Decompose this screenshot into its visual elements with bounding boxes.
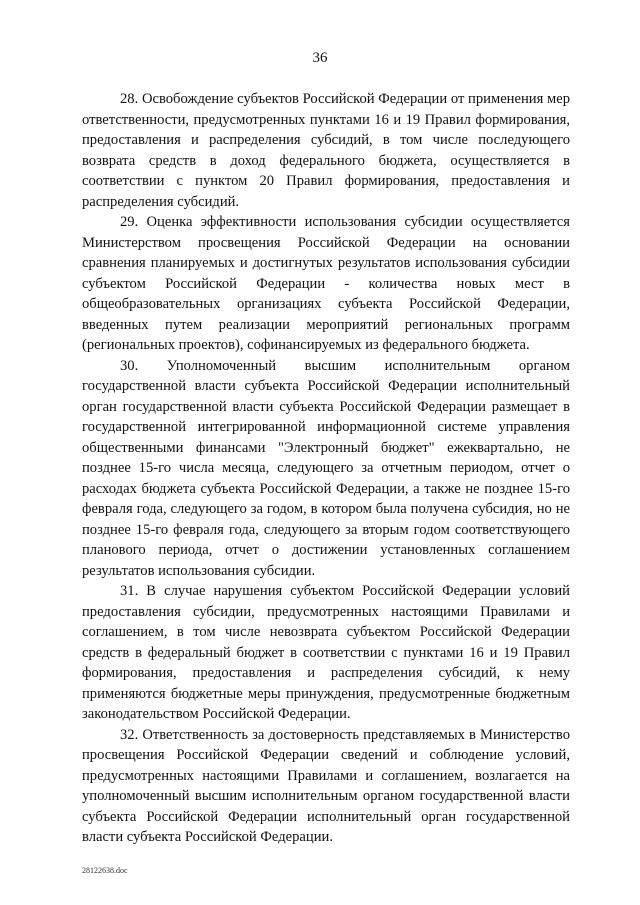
paragraph-30: 30. Уполномоченный высшим исполнительным органом государственной власти субъекта Российской Федерации исполнительный орган государственной власти субъекта Российской Федерации размещает в государственной интегрированной информационной системе управления общественными финансами "Электронный бюджет" ежеквартально, не позднее 15-го числа месяца, следующего за отчетным периодом, отчет о расходах бюджета субъекта Российской Федерации, а также не позднее 15-го февраля года, следующего за годом, в котором была получена субсидия, но не позднее 15-го февраля года, следующего за вторым годом соответствующего планового периода, отчет о достижении установленных соглашением результатов использования субсидии. [82,357,570,579]
footer-doc-id: 28122638.doc [82,866,128,875]
paragraph-31: 31. В случае нарушения субъектом Российской Федерации условий предоставления субсидии, предусмотренных настоящими Правилами и соглашением, в том числе невозврата субъектом Российской Федерации средств в федеральный бюджет в соответствии с пунктами 16 и 19 Правил формирования, предоставления и распределения субсидий, к нему применяются бюджетные меры принуждения, предусмотренные бюджетным законодательством Российской Федерации. [82,583,570,722]
paragraph-29: 29. Оценка эффективности использования субсидии осуществляется Министерством просвещения Российской Федерации на основании сравнения планируемых и достигнутых результатов использования субсидии субъектом Российской Федерации - количества новых мест в общеобразовательных организациях субъекта Российской Федерации, введенных путем реализации мероприятий региональных программ (региональных проектов), софинансируемых из федерального бюджета. [82,214,570,353]
paragraph-28: 28. Освобождение субъектов Российской Федерации от применения мер ответственности, предусмотренных пунктами 16 и 19 Правил формирования, предоставления и распределения субсидий, в том числе последующего возврата средств в доход федерального бюджета, осуществляется в соответствии с пунктом 20 Правил формирования, предоставления и распределения субсидий. [82,91,570,210]
document-body [82,89,570,848]
page-number: 36 [312,50,328,66]
paragraph-32: 32. Ответственность за достоверность представляемых в Министерство просвещения Российской Федерации сведений и соблюдение условий, предусмотренных настоящими Правилами и соглашением, возлагается на уполномоченный высшим исполнительным органом государственной власти субъекта Российской Федерации исполнительный орган государственной власти субъекта Российской Федерации. [82,726,570,845]
